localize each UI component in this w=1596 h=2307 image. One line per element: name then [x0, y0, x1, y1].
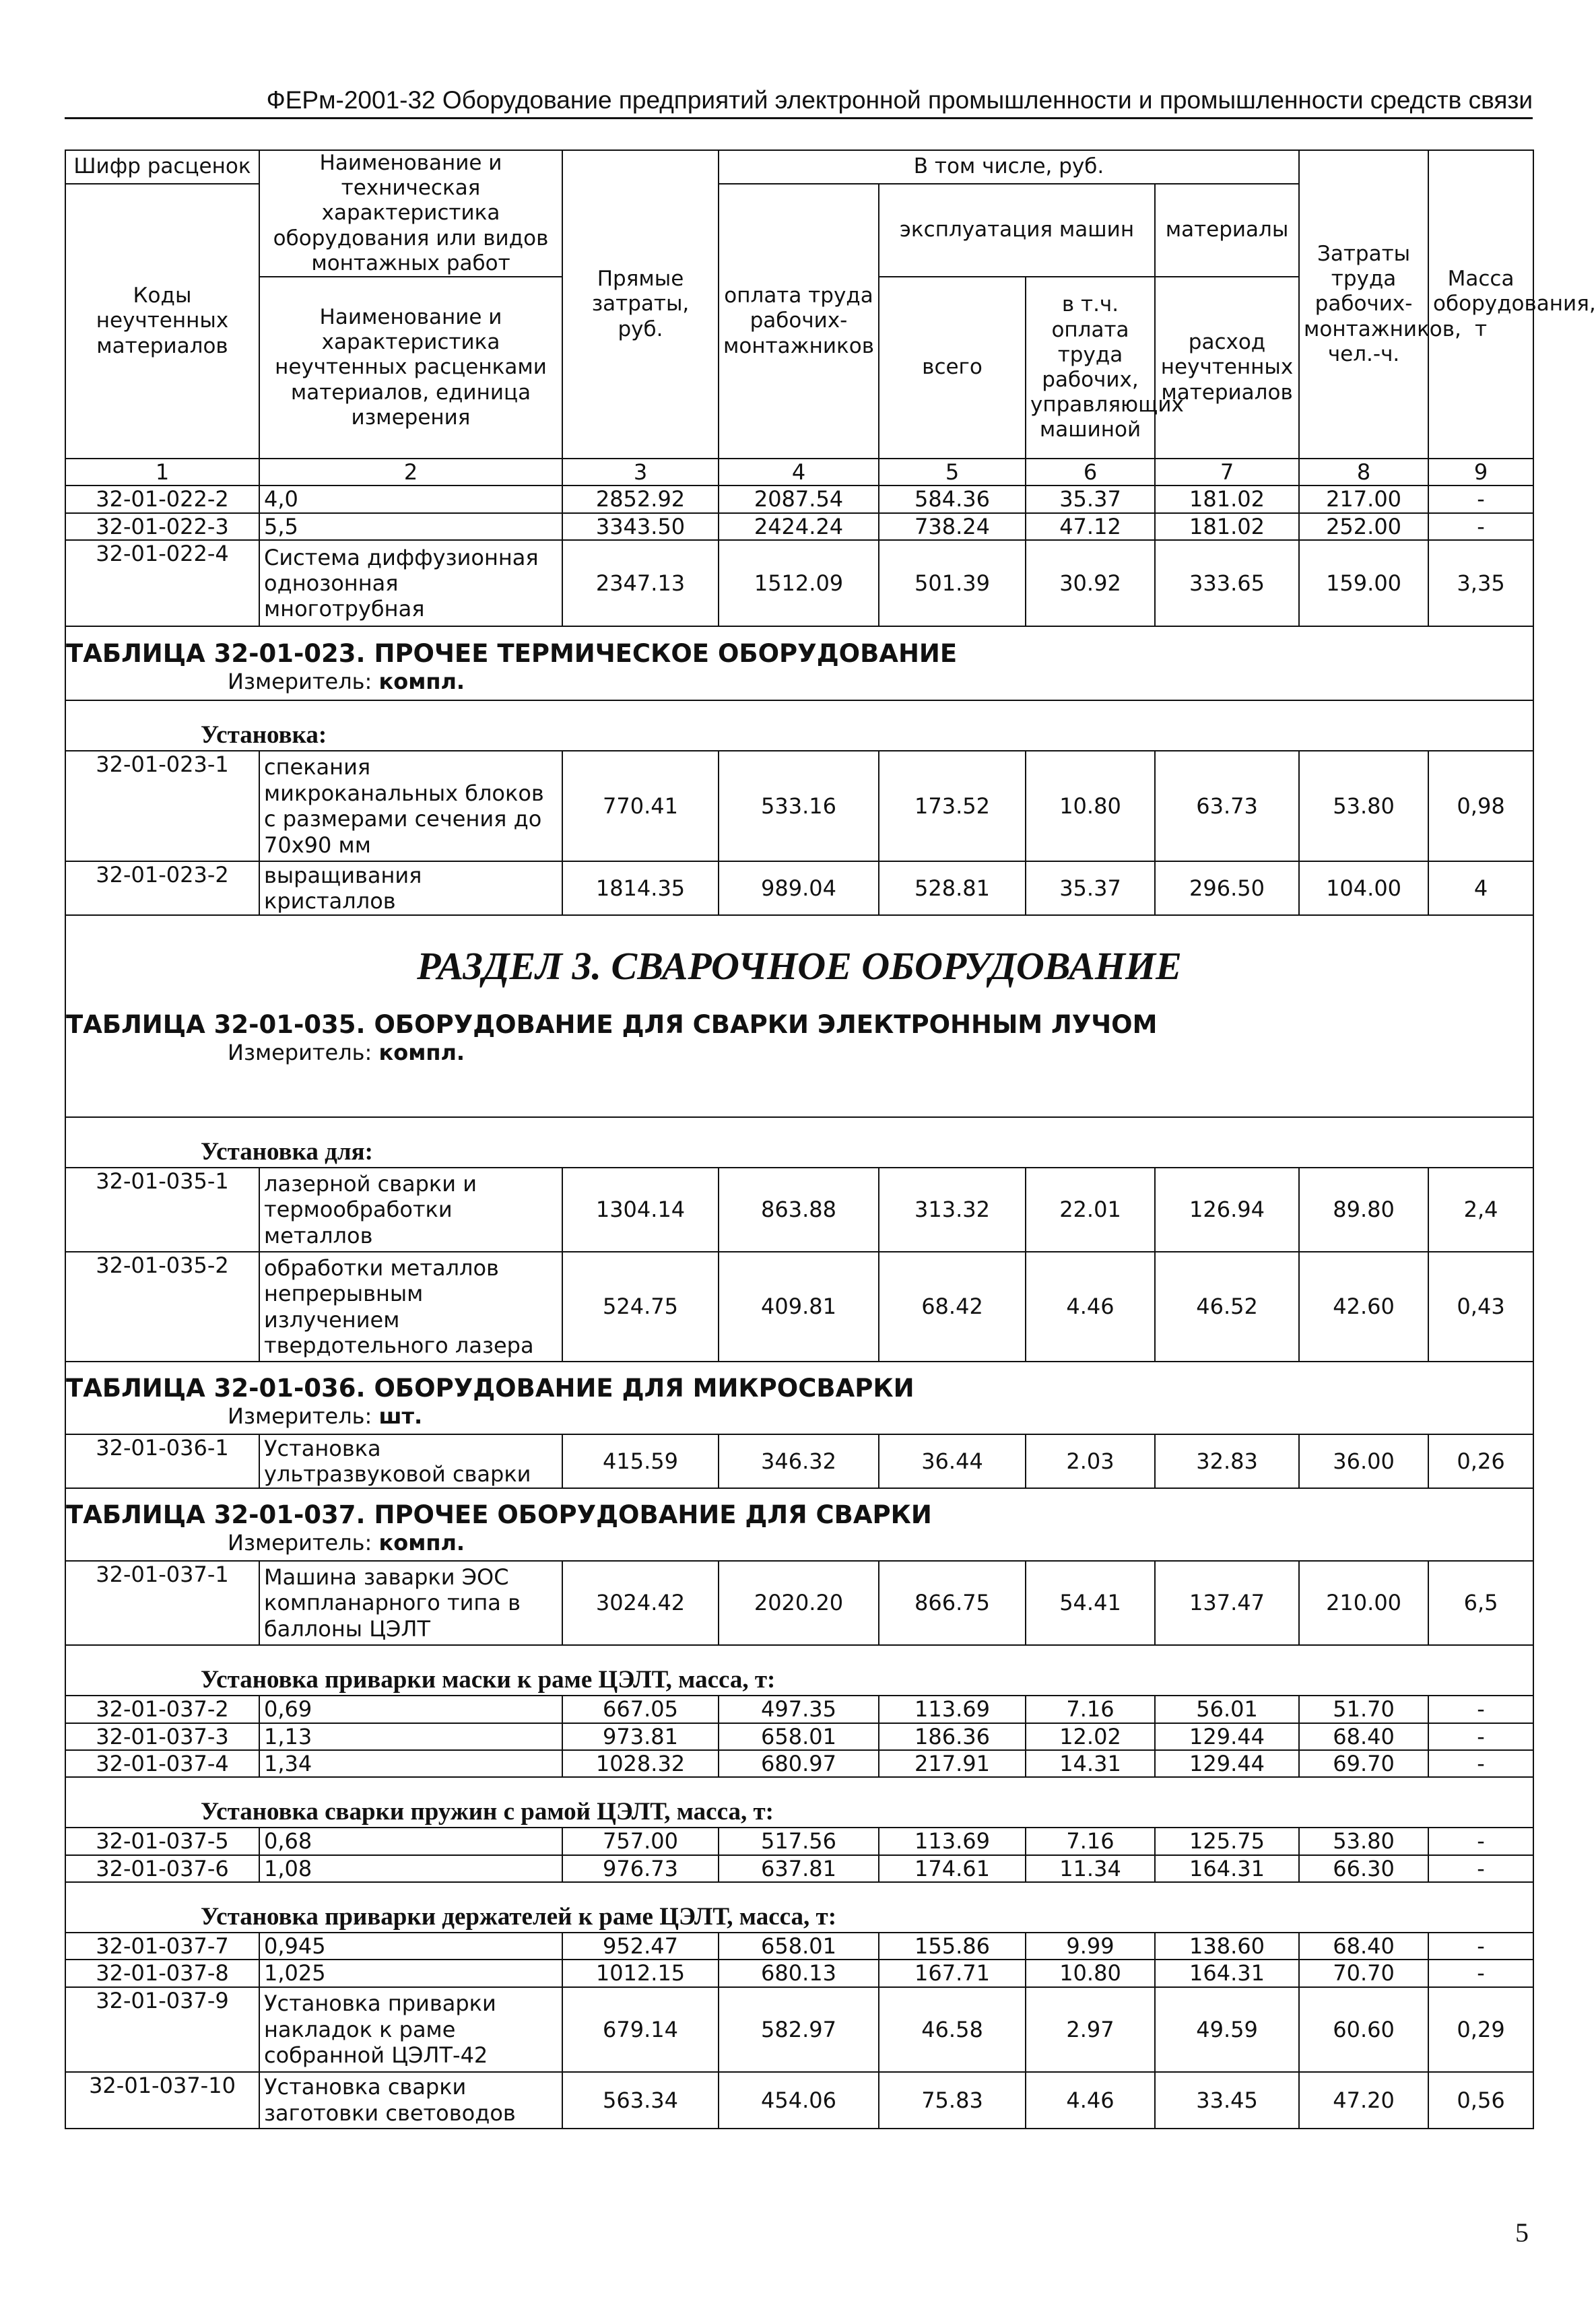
- table-title-023: [65, 626, 1533, 700]
- rate-code: 32-01-037-5: [65, 1828, 259, 1854]
- table-title-035: [66, 1003, 1533, 1066]
- mass: 2,4: [1428, 1168, 1533, 1252]
- mass: 0,98: [1428, 751, 1533, 861]
- machines-labor: 2.03: [1026, 1434, 1155, 1488]
- colnum: 2: [259, 459, 562, 486]
- materials: 46.52: [1155, 1252, 1299, 1362]
- machines-total: 313.32: [879, 1168, 1026, 1252]
- labor-hours: 217.00: [1299, 486, 1428, 512]
- machines-total: 173.52: [879, 751, 1026, 861]
- direct-cost: 415.59: [562, 1434, 719, 1488]
- direct-cost: 563.34: [562, 2072, 719, 2129]
- machines-total: 186.36: [879, 1723, 1026, 1750]
- direct-cost: 1304.14: [562, 1168, 719, 1252]
- table-row: [65, 540, 1533, 626]
- materials: 181.02: [1155, 486, 1299, 512]
- rate-code: 32-01-037-1: [65, 1561, 259, 1645]
- col-labor-hours: Затраты труда рабочих-монтажников, чел.-ч.: [1299, 150, 1428, 459]
- labor-pay: 680.13: [719, 1960, 879, 1986]
- labor-pay: 680.97: [719, 1750, 879, 1777]
- rate-name: 0,69: [259, 1696, 562, 1723]
- materials: 129.44: [1155, 1750, 1299, 1777]
- direct-cost: 952.47: [562, 1933, 719, 1960]
- group-row: [65, 1777, 1533, 1828]
- mass: -: [1428, 1723, 1533, 1750]
- rate-code: 32-01-023-2: [65, 861, 259, 915]
- rate-name: Система диффузионная однозонная многотрубная: [259, 540, 562, 626]
- colnum: 7: [1155, 459, 1299, 486]
- machines-labor: 10.80: [1026, 1960, 1155, 1986]
- col-labor-pay: оплата труда рабочих-монтажников: [719, 184, 879, 459]
- machines-total: 113.69: [879, 1828, 1026, 1854]
- table-row: [65, 1855, 1533, 1882]
- table-title-036: [65, 1362, 1533, 1434]
- machines-total: 113.69: [879, 1696, 1026, 1723]
- rate-code: 32-01-037-6: [65, 1855, 259, 1882]
- group-row: [65, 1645, 1533, 1696]
- direct-cost: 3343.50: [562, 513, 719, 540]
- direct-cost: 2852.92: [562, 486, 719, 512]
- labor-pay: 1512.09: [719, 540, 879, 626]
- mass: -: [1428, 513, 1533, 540]
- rate-code: 32-01-035-2: [65, 1252, 259, 1362]
- direct-cost: 1814.35: [562, 861, 719, 915]
- mass: -: [1428, 1828, 1533, 1854]
- labor-pay: 582.97: [719, 1987, 879, 2072]
- group-row: [65, 700, 1533, 751]
- machines-labor: 4.46: [1026, 1252, 1155, 1362]
- rate-code: 32-01-037-7: [65, 1933, 259, 1960]
- machines-total: 501.39: [879, 540, 1026, 626]
- direct-cost: 973.81: [562, 1723, 719, 1750]
- rate-code: 32-01-036-1: [65, 1434, 259, 1488]
- machines-total: 217.91: [879, 1750, 1026, 1777]
- measure-unit: Измеритель: шт.: [228, 1403, 423, 1430]
- measure-unit: Измеритель: компл.: [228, 1040, 465, 1066]
- group-row: [65, 1882, 1533, 1933]
- materials: 138.60: [1155, 1933, 1299, 1960]
- table-row: [65, 513, 1533, 540]
- col-incl: В том числе, руб.: [719, 150, 1299, 184]
- mass: 0,26: [1428, 1434, 1533, 1488]
- section-block: [65, 915, 1533, 1117]
- rate-code: 32-01-037-10: [65, 2072, 259, 2129]
- table-row: [65, 1960, 1533, 1986]
- machines-total: 36.44: [879, 1434, 1026, 1488]
- machines-labor: 35.37: [1026, 486, 1155, 512]
- materials: 49.59: [1155, 1987, 1299, 2072]
- materials: 125.75: [1155, 1828, 1299, 1854]
- labor-pay: 2087.54: [719, 486, 879, 512]
- labor-pay: 637.81: [719, 1855, 879, 1882]
- rate-code: 32-01-035-1: [65, 1168, 259, 1252]
- machines-labor: 2.97: [1026, 1987, 1155, 2072]
- labor-pay: 497.35: [719, 1696, 879, 1723]
- section-title: РАЗДЕЛ 3. СВАРОЧНОЕ ОБОРУДОВАНИЕ: [417, 944, 1182, 989]
- table-row: [65, 1723, 1533, 1750]
- machines-total: 866.75: [879, 1561, 1026, 1645]
- col-code-bottom: Коды неучтенных материалов: [65, 184, 259, 459]
- labor-pay: 517.56: [719, 1828, 879, 1854]
- col-code-top: Шифр расценок: [65, 150, 259, 184]
- col-machines-total: всего: [879, 277, 1026, 459]
- machines-total: 174.61: [879, 1855, 1026, 1882]
- machines-labor: 47.12: [1026, 513, 1155, 540]
- rate-name: 0,68: [259, 1828, 562, 1854]
- section-row: [65, 915, 1533, 1117]
- table-row: [65, 1168, 1533, 1252]
- rate-code: 32-01-037-2: [65, 1696, 259, 1723]
- rate-name: спекания микроканальных блоков с размерами сечения до 70x90 мм: [259, 751, 562, 861]
- rate-name: Установка приварки накладок к раме собранной ЦЭЛТ-42: [259, 1987, 562, 2072]
- labor-hours: 60.60: [1299, 1987, 1428, 2072]
- table-title-text: ТАБЛИЦА 32-01-036. ОБОРУДОВАНИЕ ДЛЯ МИКРОСВАРКИ: [66, 1373, 915, 1403]
- labor-hours: 89.80: [1299, 1168, 1428, 1252]
- materials: 63.73: [1155, 751, 1299, 861]
- col-materials: материалы: [1155, 184, 1299, 277]
- labor-hours: 51.70: [1299, 1696, 1428, 1723]
- colnum: 5: [879, 459, 1026, 486]
- labor-pay: 658.01: [719, 1723, 879, 1750]
- labor-hours: 66.30: [1299, 1855, 1428, 1882]
- labor-hours: 36.00: [1299, 1434, 1428, 1488]
- colnum: 1: [65, 459, 259, 486]
- running-header: ФЕРм-2001-32 Оборудование предприятий электронной промышленности и промышленности средств связи: [65, 86, 1533, 119]
- group-label: Установка для:: [65, 1117, 1533, 1168]
- labor-pay: 658.01: [719, 1933, 879, 1960]
- rate-name: 1,13: [259, 1723, 562, 1750]
- labor-hours: 68.40: [1299, 1933, 1428, 1960]
- header-row-1: [65, 150, 1533, 184]
- machines-labor: 7.16: [1026, 1696, 1155, 1723]
- machines-total: 584.36: [879, 486, 1026, 512]
- machines-labor: 4.46: [1026, 2072, 1155, 2129]
- colnum: 6: [1026, 459, 1155, 486]
- rate-name: выращивания кристаллов: [259, 861, 562, 915]
- rate-name: 1,34: [259, 1750, 562, 1777]
- table-title-row: [65, 1362, 1533, 1434]
- labor-hours: 42.60: [1299, 1252, 1428, 1362]
- materials: 126.94: [1155, 1168, 1299, 1252]
- table-row: [65, 861, 1533, 915]
- direct-cost: 2347.13: [562, 540, 719, 626]
- machines-total: 167.71: [879, 1960, 1026, 1986]
- labor-pay: 863.88: [719, 1168, 879, 1252]
- page-number: 5: [1515, 2217, 1529, 2248]
- machines-labor: 35.37: [1026, 861, 1155, 915]
- labor-hours: 159.00: [1299, 540, 1428, 626]
- colnum: 3: [562, 459, 719, 486]
- labor-pay: 533.16: [719, 751, 879, 861]
- machines-labor: 9.99: [1026, 1933, 1155, 1960]
- machines-labor: 54.41: [1026, 1561, 1155, 1645]
- materials: 56.01: [1155, 1696, 1299, 1723]
- mass: 0,56: [1428, 2072, 1533, 2129]
- table-row: [65, 1933, 1533, 1960]
- col-mass: Масса оборудования, т: [1428, 150, 1533, 459]
- mass: 0,43: [1428, 1252, 1533, 1362]
- rate-code: 32-01-037-8: [65, 1960, 259, 1986]
- col-name-top: Наименование и техническая характеристика оборудования или видов монтажных работ: [259, 150, 562, 277]
- labor-hours: 210.00: [1299, 1561, 1428, 1645]
- table-title-037: [65, 1488, 1533, 1561]
- table-row: [65, 1434, 1533, 1488]
- table-row: [65, 1561, 1533, 1645]
- materials: 33.45: [1155, 2072, 1299, 2129]
- labor-hours: 70.70: [1299, 1960, 1428, 1986]
- table-row: [65, 1987, 1533, 2072]
- rate-code: 32-01-022-2: [65, 486, 259, 512]
- machines-labor: 22.01: [1026, 1168, 1155, 1252]
- group-label: Установка:: [65, 700, 1533, 751]
- table-title-text: ТАБЛИЦА 32-01-037. ПРОЧЕЕ ОБОРУДОВАНИЕ ДЛЯ СВАРКИ: [66, 1500, 932, 1529]
- rate-name: Установка сварки заготовки световодов: [259, 2072, 562, 2129]
- rate-name: 1,08: [259, 1855, 562, 1882]
- machines-labor: 11.34: [1026, 1855, 1155, 1882]
- direct-cost: 976.73: [562, 1855, 719, 1882]
- rate-name: 0,945: [259, 1933, 562, 1960]
- labor-hours: 47.20: [1299, 2072, 1428, 2129]
- machines-total: 75.83: [879, 2072, 1026, 2129]
- materials: 296.50: [1155, 861, 1299, 915]
- direct-cost: 667.05: [562, 1696, 719, 1723]
- rate-name: 5,5: [259, 513, 562, 540]
- rate-name: Машина заварки ЭОС компланарного типа в баллоны ЦЭЛТ: [259, 1561, 562, 1645]
- group-row: [65, 1117, 1533, 1168]
- direct-cost: 524.75: [562, 1252, 719, 1362]
- mass: -: [1428, 1855, 1533, 1882]
- table-row: [65, 486, 1533, 512]
- rate-name: 4,0: [259, 486, 562, 512]
- col-name-bottom: Наименование и характеристика неучтенных расценками материалов, единица измерения: [259, 277, 562, 459]
- machines-total: 46.58: [879, 1987, 1026, 2072]
- colnum: 8: [1299, 459, 1428, 486]
- table-row: [65, 1828, 1533, 1854]
- rate-name: 1,025: [259, 1960, 562, 1986]
- labor-hours: 68.40: [1299, 1723, 1428, 1750]
- rate-code: 32-01-037-9: [65, 1987, 259, 2072]
- rates-table: [65, 149, 1596, 2129]
- measure-unit: Измеритель: компл.: [228, 1530, 465, 1556]
- rate-name: обработки металлов непрерывным излучением твердотельного лазера: [259, 1252, 562, 1362]
- direct-cost: 757.00: [562, 1828, 719, 1854]
- labor-hours: 53.80: [1299, 1828, 1428, 1854]
- labor-hours: 53.80: [1299, 751, 1428, 861]
- table-row: [65, 2072, 1533, 2129]
- col-machines: эксплуатация машин: [879, 184, 1155, 277]
- col-machines-labor: в т.ч. оплата труда рабочих, управляющих машиной: [1026, 277, 1155, 459]
- table-row: [65, 751, 1533, 861]
- labor-pay: 989.04: [719, 861, 879, 915]
- materials: 32.83: [1155, 1434, 1299, 1488]
- machines-labor: 10.80: [1026, 751, 1155, 861]
- mass: -: [1428, 1933, 1533, 1960]
- labor-pay: 346.32: [719, 1434, 879, 1488]
- mass: 0,29: [1428, 1987, 1533, 2072]
- labor-hours: 252.00: [1299, 513, 1428, 540]
- mass: -: [1428, 1696, 1533, 1723]
- table-row: [65, 1696, 1533, 1723]
- colnum: 4: [719, 459, 879, 486]
- mass: -: [1428, 486, 1533, 512]
- materials: 164.31: [1155, 1960, 1299, 1986]
- rate-code: 32-01-037-3: [65, 1723, 259, 1750]
- group-label: Установка сварки пружин с рамой ЦЭЛТ, масса, т:: [65, 1777, 1533, 1828]
- rate-code: 32-01-037-4: [65, 1750, 259, 1777]
- rate-name: Установка ультразвуковой сварки: [259, 1434, 562, 1488]
- direct-cost: 3024.42: [562, 1561, 719, 1645]
- mass: 6,5: [1428, 1561, 1533, 1645]
- measure-unit: Измеритель: компл.: [228, 669, 465, 695]
- rate-code: 32-01-022-4: [65, 540, 259, 626]
- labor-pay: 2020.20: [719, 1561, 879, 1645]
- machines-labor: 14.31: [1026, 1750, 1155, 1777]
- col-materials-unc: расход неучтенных материалов: [1155, 277, 1299, 459]
- materials: 137.47: [1155, 1561, 1299, 1645]
- mass: 4: [1428, 861, 1533, 915]
- materials: 333.65: [1155, 540, 1299, 626]
- rate-name: лазерной сварки и термообработки металлов: [259, 1168, 562, 1252]
- table-title-row: [65, 1488, 1533, 1561]
- rate-code: 32-01-022-3: [65, 513, 259, 540]
- labor-pay: 454.06: [719, 2072, 879, 2129]
- table-row: [65, 1252, 1533, 1362]
- materials: 164.31: [1155, 1855, 1299, 1882]
- machines-total: 738.24: [879, 513, 1026, 540]
- labor-pay: 2424.24: [719, 513, 879, 540]
- direct-cost: 1012.15: [562, 1960, 719, 1986]
- machines-labor: 7.16: [1026, 1828, 1155, 1854]
- direct-cost: 770.41: [562, 751, 719, 861]
- machines-total: 68.42: [879, 1252, 1026, 1362]
- machines-total: 528.81: [879, 861, 1026, 915]
- mass: 3,35: [1428, 540, 1533, 626]
- group-label: Установка приварки маски к раме ЦЭЛТ, масса, т:: [65, 1645, 1533, 1696]
- mass: -: [1428, 1960, 1533, 1986]
- machines-labor: 30.92: [1026, 540, 1155, 626]
- machines-labor: 12.02: [1026, 1723, 1155, 1750]
- direct-cost: 1028.32: [562, 1750, 719, 1777]
- table-title-text: ТАБЛИЦА 32-01-023. ПРОЧЕЕ ТЕРМИЧЕСКОЕ ОБОРУДОВАНИЕ: [66, 638, 958, 668]
- materials: 181.02: [1155, 513, 1299, 540]
- table-title-text: ТАБЛИЦА 32-01-035. ОБОРУДОВАНИЕ ДЛЯ СВАРКИ ЭЛЕКТРОННЫМ ЛУЧОМ: [66, 1009, 1158, 1039]
- rate-code: 32-01-023-1: [65, 751, 259, 861]
- column-numbers-row: [65, 459, 1533, 486]
- table-row: [65, 1750, 1533, 1777]
- col-direct: Прямые затраты, руб.: [562, 150, 719, 459]
- direct-cost: 679.14: [562, 1987, 719, 2072]
- labor-hours: 104.00: [1299, 861, 1428, 915]
- mass: -: [1428, 1750, 1533, 1777]
- materials: 129.44: [1155, 1723, 1299, 1750]
- colnum: 9: [1428, 459, 1533, 486]
- machines-total: 155.86: [879, 1933, 1026, 1960]
- group-label: Установка приварки держателей к раме ЦЭЛТ, масса, т:: [65, 1882, 1533, 1933]
- table-title-row: [65, 626, 1533, 700]
- labor-hours: 69.70: [1299, 1750, 1428, 1777]
- labor-pay: 409.81: [719, 1252, 879, 1362]
